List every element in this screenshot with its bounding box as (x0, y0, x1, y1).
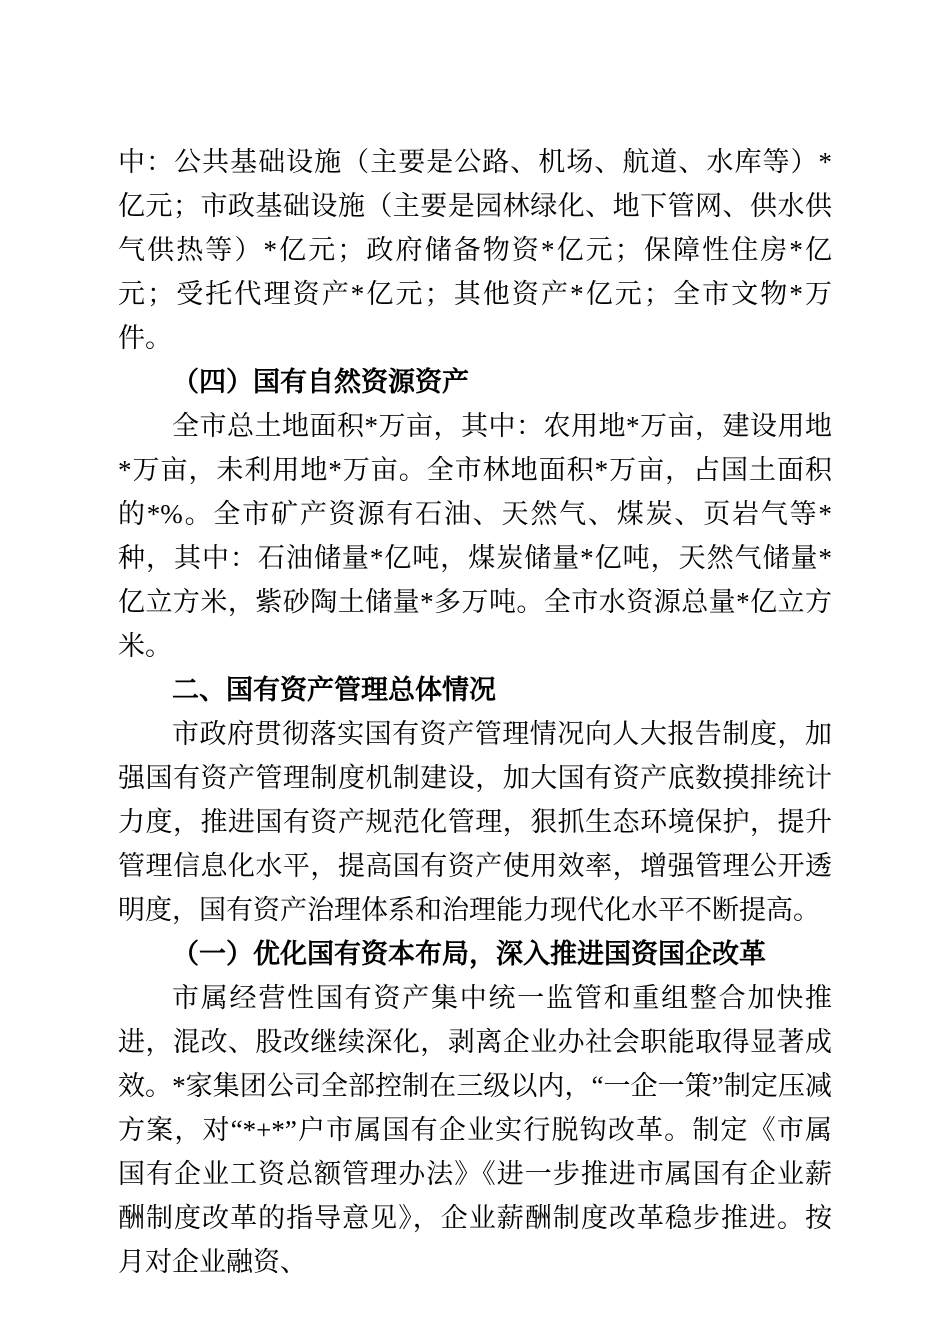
subheading-state-natural-resource-assets: （四）国有自然资源资产 (172, 367, 469, 397)
paragraph-soe-reform-details: 市属经营性国有资产集中统一监管和重组整合加快推进，混改、股改继续深化，剥离企业办社会职能取得显著成效。*家集团公司全部控制在三级以内，“一企一策”制定压减方案，对“*+*”户市属国有企业实行脱钩改革。制定《市属国有企业工资总额管理办法》《进一步推进市属国有企业薪酬制度改革的指导意见》，企业薪酬制度改革稳步推进。按月对企业融资、 (118, 983, 832, 1277)
document-content (118, 140, 832, 1284)
subheading-optimize-state-capital-layout: （一）优化国有资本布局，深入推进国资国企改革 (172, 939, 766, 969)
paragraph-natural-resource-details: 全市总土地面积*万亩，其中：农用地*万亩，建设用地*万亩，未利用地*万亩。全市林地面积*万亩，占国土面积的*%。全市矿产资源有石油、天然气、煤炭、页岩气等*种，其中：石油储量*亿吨，煤炭储量*亿吨，天然气储量*亿立方米，紫砂陶土储量*多万吨。全市水资源总量*亿立方米。 (118, 411, 832, 661)
paragraph-state-assets-continuation: 中：公共基础设施（主要是公路、机场、航道、水库等）*亿元；市政基础设施（主要是园林绿化、地下管网、供水供气供热等）*亿元；政府储备物资*亿元；保障性住房*亿元；受托代理资产*亿元；其他资产*亿元；全市文物*万件。 (118, 147, 832, 353)
heading-overall-asset-management: 二、国有资产管理总体情况 (172, 675, 496, 705)
paragraph-overall-management-details: 市政府贯彻落实国有资产管理情况向人大报告制度，加强国有资产管理制度机制建设，加大国有资产底数摸排统计力度，推进国有资产规范化管理，狠抓生态环境保护，提升管理信息化水平，提高国有资产使用效率，增强管理公开透明度，国有资产治理体系和治理能力现代化水平不断提高。 (118, 719, 832, 925)
